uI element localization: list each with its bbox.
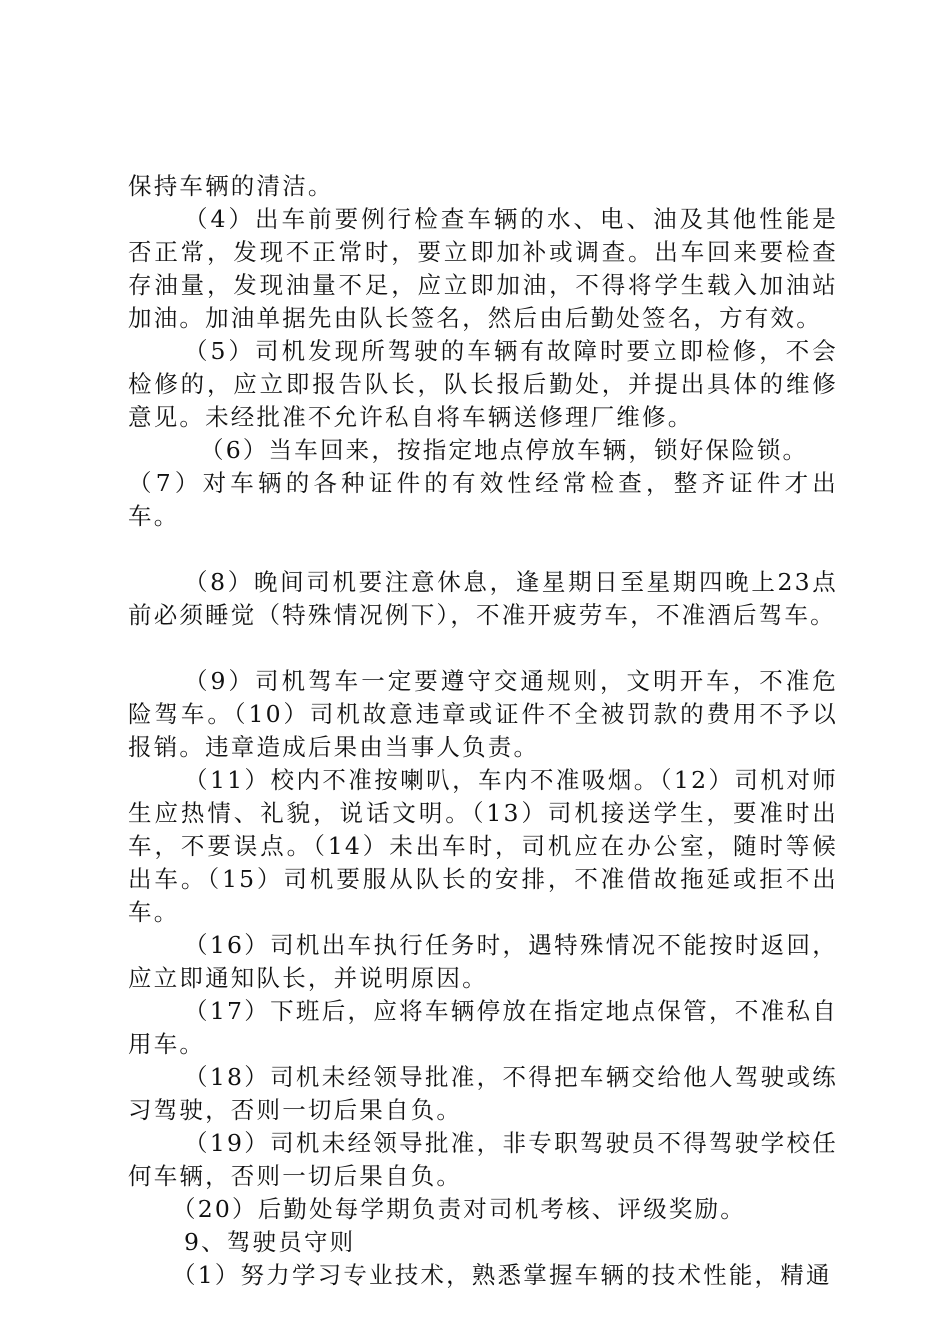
paragraph-20: （20）后勤处每学期负责对司机考核、评级奖励。 (172, 1195, 747, 1223)
section-heading-9: 9、驾驶员守则 (184, 1228, 356, 1256)
paragraph-8: （8）晚间司机要注意休息，逢星期日至星期四晚上23点前必须睡觉（特殊情况例下），不准开疲劳车，不准酒后驾车。 (128, 568, 838, 629)
blank-line (128, 632, 838, 665)
paragraph-7: （7）对车辆的各种证件的有效性经常检查，整齐证件才出车。 (128, 469, 838, 530)
document-body (128, 170, 838, 1292)
blank-line (128, 533, 838, 566)
paragraph-9: （9）司机驾车一定要遵守交通规则，文明开车，不准危险驾车。（10）司机故意违章或证件不全被罚款的费用不予以报销。违章造成后果由当事人负责。 (128, 667, 838, 761)
paragraph-11: （11）校内不准按喇叭，车内不准吸烟。（12）司机对师生应热情、礼貌，说话文明。（13）司机接送学生，要准时出车，不要误点。（14）未出车时，司机应在办公室，随时等候出车。（15）司机要服从队长的安排，不准借故拖延或拒不出车。 (128, 766, 838, 926)
paragraph-5: （5）司机发现所驾驶的车辆有故障时要立即检修，不会检修的，应立即报告队长，队长报后勤处，并提出具体的维修意见。未经批准不允许私自将车辆送修理厂维修。 (128, 337, 838, 431)
paragraph-19: （19）司机未经领导批准，非专职驾驶员不得驾驶学校任何车辆，否则一切后果自负。 (128, 1129, 838, 1190)
paragraph-16: （16）司机出车执行任务时，遇特殊情况不能按时返回，应立即通知队长，并说明原因。 (128, 931, 838, 992)
paragraph-17: （17）下班后，应将车辆停放在指定地点保管，不准私自用车。 (128, 997, 838, 1058)
paragraph-6: （6）当车回来，按指定地点停放车辆，锁好保险锁。 (200, 436, 809, 464)
paragraph-0: 保持车辆的清洁。 (128, 172, 334, 200)
paragraph-9-1: （1）努力学习专业技术，熟悉掌握车辆的技术性能，精通 (172, 1261, 832, 1289)
paragraph-18: （18）司机未经领导批准，不得把车辆交给他人驾驶或练习驾驶，否则一切后果自负。 (128, 1063, 838, 1124)
paragraph-4: （4）出车前要例行检查车辆的水、电、油及其他性能是否正常，发现不正常时，要立即加补或调查。出车回来要检查存油量，发现油量不足，应立即加油，不得将学生载入加油站加油。加油单据先由队长签名，然后由后勤处签名，方有效。 (128, 205, 838, 332)
